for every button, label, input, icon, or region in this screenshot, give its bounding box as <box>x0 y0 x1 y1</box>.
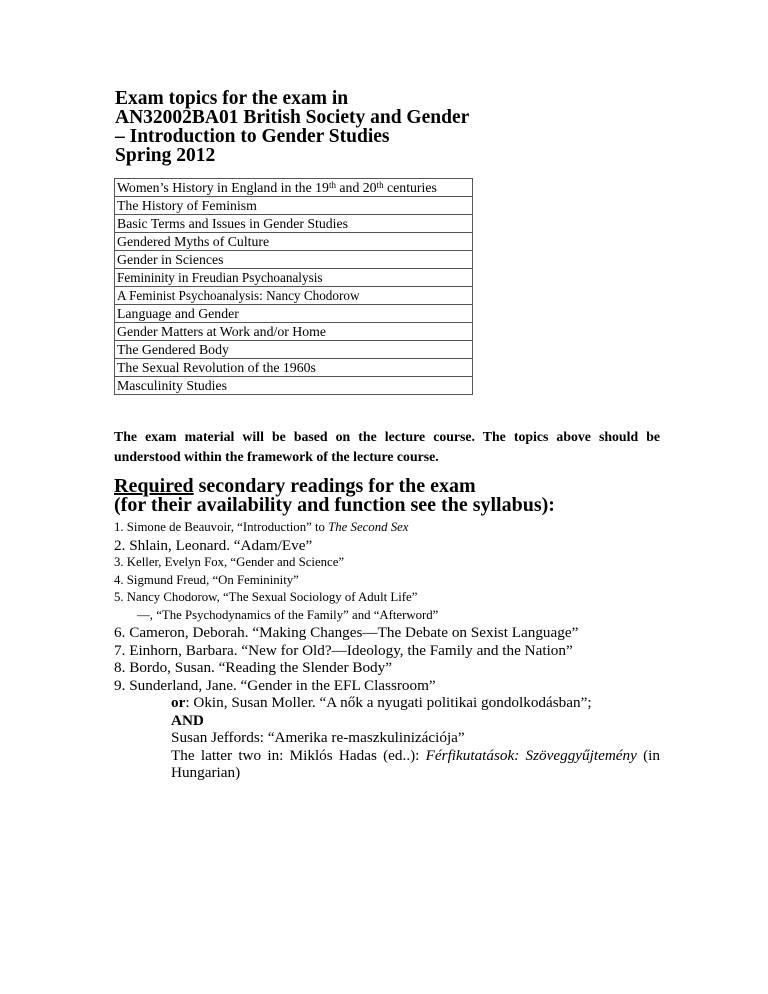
required-underlined: Required <box>114 475 194 497</box>
readings-list <box>114 519 674 782</box>
table-row <box>115 377 473 395</box>
table-row <box>115 251 473 269</box>
topic-cell: Basic Terms and Issues in Gender Studies <box>115 215 473 233</box>
page-title <box>115 89 575 165</box>
list-item: 2. Shlain, Leonard. “Adam/Eve” <box>114 536 313 554</box>
list-item: or: Okin, Susan Moller. “A nők a nyugati politikai gondolkodásban”; <box>171 694 592 711</box>
table-row <box>115 269 473 287</box>
list-item: 6. Cameron, Deborah. “Making Changes—The Debate on Sexist Language” <box>114 624 579 641</box>
table-row <box>115 197 473 215</box>
list-item: 7. Einhorn, Barbara. “New for Old?—Ideology, the Family and the Nation” <box>114 641 573 659</box>
heading-line2: (for their availability and function see the syllabus): <box>114 494 555 516</box>
note-line: The exam material will be based on the lecture course. The topics above should be <box>114 429 660 444</box>
topics-table <box>114 178 473 395</box>
table-row <box>115 215 473 233</box>
list-item: 9. Sunderland, Jane. “Gender in the EFL Classroom” <box>114 676 436 694</box>
note-line: understood within the framework of the lecture course. <box>114 449 439 464</box>
table-row <box>115 287 473 305</box>
table-row <box>115 341 473 359</box>
topic-cell: The History of Feminism <box>115 197 473 215</box>
required-readings-heading <box>114 477 674 515</box>
topic-cell: The Sexual Revolution of the 1960s <box>115 359 473 377</box>
table-row <box>115 179 473 197</box>
topic-cell: The Gendered Body <box>115 341 473 359</box>
table-row <box>115 323 473 341</box>
exam-note <box>114 427 660 467</box>
topic-cell: Women’s History in England in the 19th and 20th centuries <box>115 179 473 197</box>
list-item: 3. Keller, Evelyn Fox, “Gender and Science” <box>114 555 345 569</box>
list-item: AND <box>171 711 204 729</box>
topic-cell: Gender Matters at Work and/or Home <box>115 323 473 341</box>
title-line: – Introduction to Gender Studies <box>115 126 390 147</box>
list-item: 8. Bordo, Susan. “Reading the Slender Body” <box>114 659 392 676</box>
topic-cell: Language and Gender <box>115 305 473 323</box>
list-item: Hungarian) <box>171 764 241 781</box>
list-item: Susan Jeffords: “Amerika re-maszkulinizációja” <box>171 729 465 746</box>
list-item: 5. Nancy Chodorow, “The Sexual Sociology of Adult Life” <box>114 590 418 604</box>
title-line: Exam topics for the exam in <box>115 88 349 109</box>
table-row <box>115 233 473 251</box>
list-item: 1. Simone de Beauvoir, “Introduction” to The Second Sex <box>114 520 409 534</box>
heading-rest: secondary readings for the exam <box>193 475 476 497</box>
topic-cell: Masculinity Studies <box>115 377 473 395</box>
topic-cell: A Feminist Psychoanalysis: Nancy Chodorow <box>115 287 473 305</box>
list-item: The latter two in: Miklós Hadas (ed..): Férfikutatások: Szöveggyűjtemény (in <box>171 746 660 764</box>
title-line: AN32002BA01 British Society and Gender <box>115 107 470 128</box>
list-item: 4. Sigmund Freud, “On Femininity” <box>114 572 299 587</box>
topic-cell: Gender in Sciences <box>115 251 473 269</box>
title-line: Spring 2012 <box>115 145 216 166</box>
topic-cell: Femininity in Freudian Psychoanalysis <box>115 269 473 287</box>
table-row <box>115 305 473 323</box>
table-row <box>115 359 473 377</box>
topic-cell: Gendered Myths of Culture <box>115 233 473 251</box>
list-item: —, “The Psychodynamics of the Family” and “Afterword” <box>137 607 439 622</box>
